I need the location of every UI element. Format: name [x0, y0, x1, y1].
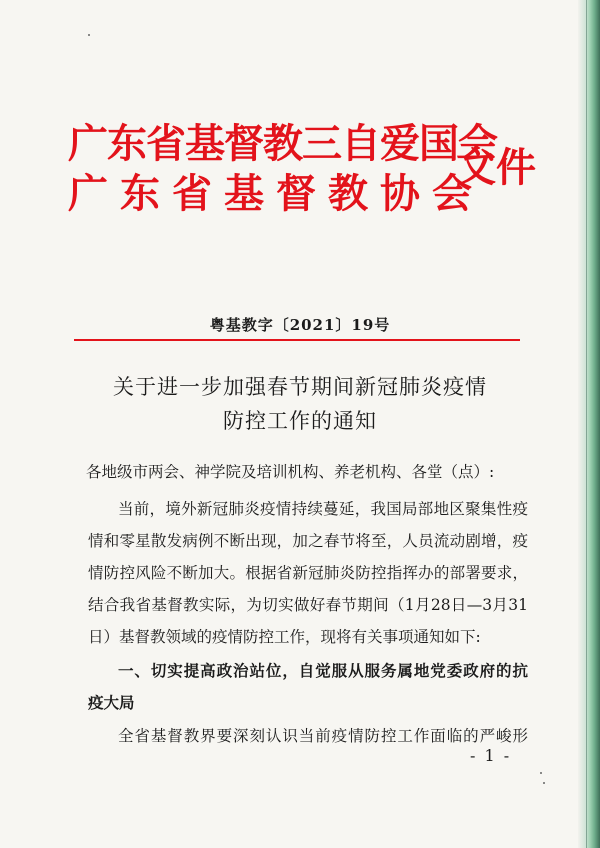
org-name-line-1: 广东省基督教三自爱国会 [68, 120, 497, 167]
document-title-line-1: 关于进一步加强春节期间新冠肺炎疫情 [113, 375, 487, 399]
document-number: 粤基教字〔2021〕19号 [209, 316, 391, 334]
page-number: - 1 - [470, 746, 512, 765]
issuing-org-header [68, 112, 538, 222]
scan-speck [543, 782, 545, 784]
scan-speck [540, 772, 542, 774]
red-divider-rule [74, 339, 520, 341]
paragraph-line: 情和零星散发病例不断出现，加之春节将至，人员流动剧增，疫 [88, 532, 528, 550]
paragraph-line: 全省基督教界要深刻认识当前疫情防控工作面临的严峻形 [118, 727, 528, 745]
salutation: 各地级市两会、神学院及培训机构、养老机构、各堂（点）: [86, 463, 495, 481]
paragraph-line: 情防控风险不断加大。根据省新冠肺炎防控指挥办的部署要求， [88, 564, 528, 582]
document-type-suffix: 文件 [456, 144, 536, 191]
paragraph-line: 当前，境外新冠肺炎疫情持续蔓延，我国局部地区聚集性疫 [118, 500, 528, 518]
section-heading-line: 疫大局 [88, 693, 135, 712]
section-heading-line: 一、切实提高政治站位，自觉服从服务属地党委政府的抗 [118, 661, 528, 680]
paragraph-line: 日）基督教领域的疫情防控工作，现将有关事项通知如下: [88, 628, 481, 646]
scan-speck [88, 34, 90, 36]
paragraph-line: 结合我省基督教实际，为切实做好春节期间（1月28日—3月31 [88, 596, 528, 614]
org-name-line-2: 广东省基督教协会 [68, 170, 484, 217]
document-title-line-2: 防控工作的通知 [223, 409, 377, 433]
